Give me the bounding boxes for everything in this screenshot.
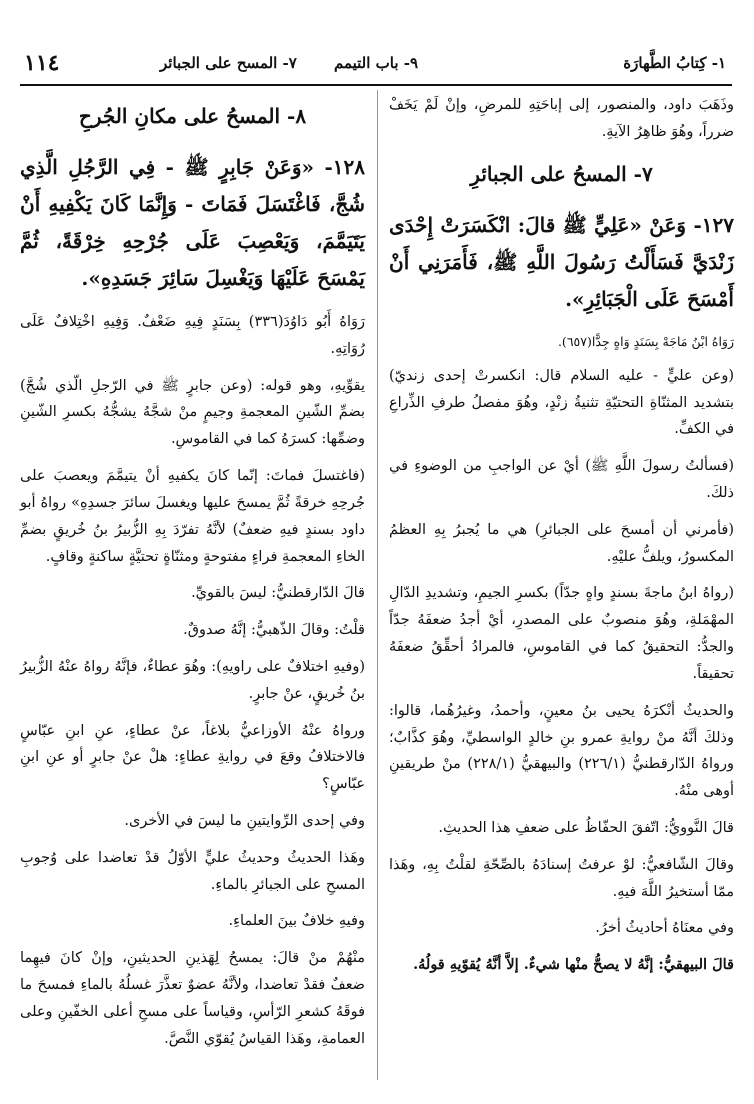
column-divider — [377, 90, 378, 1080]
commentary-paragraph: وقالَ الشّافعيُّ: لوْ عرفتُ إسنادَهُ بالصِّحّةِ لقلْتُ بِهِ، وهَذا ممّا أستخيرُ اللَّهَ فيهِ. — [389, 856, 734, 900]
header-rule — [20, 84, 732, 86]
section-title-8: ٨- المسحُ على مكانِ الجُرحِ — [78, 104, 307, 128]
intro-paragraph: وذَهَبَ داود، والمنصور، إلى إباحَتِهِ للمرضِ، وإنْ لَمْ يَخَفْ ضرراً، وهُوَ ظاهِرُ الآيةِ. — [389, 97, 734, 140]
commentary-paragraph: (فاغتسلَ فماتَ: إنّما كانَ يكفيهِ أنْ يتيمَّمَ ويعصبَ على جُرحِهِ خرقةً ثُمَّ يمسحَ عليها ويغسلَ سائرَ جسدِهِ» رواهُ أبو داود بسندٍ فيهِ ضعفٌ) لأنَّهُ تفرّدَ بِهِ الزُّبيرُ بنُ خُريقٍ بضمِّ الخاءِ المعجمةِ فراءٍ مفتوحةٍ ومثنّاةٍ تحتيَّةٍ ساكنةٍ وقافٍ. — [20, 468, 365, 565]
commentary-paragraph: قالَ النَّوويُّ: اتّفقَ الحفّاظُ على ضعفِ هذا الحديثِ. — [438, 819, 734, 836]
commentary-paragraph: والحديثُ أنْكرَهُ يحيى بنُ معينٍ، وأحمدُ، وغيرُهُما، قالوا: وذلكَ أنَّهُ منْ روايةِ عمرو بنِ خالدٍ الواسطيِّ، وهُوَ كذَّابٌ؛ ورواهُ الدّارقطنيُّ (٢٢٦/١) والبيهقيُّ (٢٢٨/١) منْ طريقينِ أوهى منْهُ. — [389, 702, 734, 800]
section-running-title: ٧- المسح على الجبائر — [160, 54, 297, 72]
hadith-128-reference: رَوَاهُ أَبُو دَاوُدَ(٣٣٦) بِسَنَدٍ فِيهِ ضَعْفٌ. وَفِيهِ اخْتِلافٌ عَلَى رُوَاتِهِ. — [20, 314, 365, 357]
page-number: ١١٤ — [24, 50, 60, 76]
commentary-paragraph: ورواهُ عنْهُ الأوزاعيُّ بلاغاً، عنْ عطاءٍ، عنِ ابنِ عبّاسٍ فالاختلافُ وقعَ في روايةِ عطاءٍ: هلْ عنْ جابرٍ أو عنِ ابنِ عبّاسٍ؟ — [20, 722, 365, 793]
commentary-paragraph: (رواهُ ابنُ ماجةَ بسندٍ واهٍ جدّاً) بكسرِ الجيمِ، وتشديدِ الدّالِ المهْمَلةِ، وهُوَ منصوبٌ على المصدرِ، أيْ أجدُ ضعفَهُ جدّاً والجدُّ: التحقيقُ كما في القاموسِ، فالمرادُ أحقِّقُ ضعفَهُ تحقيقاً. — [389, 585, 734, 682]
commentary-paragraph: وهَذا الحديثُ وحديثُ عليٍّ الأوّلُ قدْ تعاضدا على وُجوبِ المسحِ على الجبائرِ بالماءِ. — [20, 849, 365, 893]
commentary-paragraph: قالَ البيهقيُّ: إنَّهُ لا يصحُّ منْها شيءٌ. إلاَّ أنَّهُ يُقوّيهِ قولُهُ. — [413, 956, 734, 974]
right-column — [389, 92, 734, 989]
commentary-paragraph: (وعن عليٍّ - عليه السلام قال: انكسرتْ إحدى زنديّ) بتشديد المثنّاةِ التحتيّةِ تثنيةُ زنْدٍ، وهُوَ مفصلُ طرفِ الذِّراعِ في الكفِّ. — [389, 367, 734, 438]
commentary-paragraph: وفيهِ خلافٌ بينَ العلماءِ. — [228, 913, 365, 930]
commentary-paragraph: وفي معنَاهُ أحاديثُ أخرُ. — [595, 920, 734, 937]
commentary-paragraph: قالَ الدّارقطنيُّ: ليسَ بالقويِّ. — [191, 585, 365, 602]
hadith-127: ١٢٧- وَعَنْ «عَلِيٍّ ﷺ قالَ: انْكَسَرَتْ إِحْدَى زَنْدَيَّ فَسَأَلْتُ رَسُولَ اللَّهِ ﷺ، فَأَمَرَنِي أَنْ أَمْسَحَ عَلَى الْجَبَائِرِ». — [389, 212, 734, 311]
commentary-paragraph: قلْتُ: وقالَ الذّهبيُّ: إنَّهُ صدوقٌ. — [183, 622, 365, 639]
commentary-paragraph: وفي إحدى الرِّوايتينِ ما ليسَ في الأخرى. — [124, 813, 365, 829]
left-column — [20, 92, 365, 1063]
commentary-paragraph: يقوِّيهِ، وهو قوله: (وعن جابرٍ ﷺ في الرّجلِ الّذي شُجَّ) بضمِّ الشّينِ المعجمةِ وجيمٍ منْ شجَّهُ يشجُّهُ بكسرِ الشّينِ وضمِّها: كسرَهُ كما في القاموسِ. — [20, 377, 365, 448]
hadith-128: ١٢٨- «وَعَنْ جَابِرٍ ﷺ - فِي الرَّجُلِ الَّذِي شُجَّ، فَاغْتَسَلَ فَمَاتَ - وَإِنَّمَا كَانَ يَكْفِيهِ أَنْ يَتَيَمَّمَ، وَيَعْصِبَ عَلَى جُرْحِهِ خِرْقَةً، ثُمَّ يَمْسَحَ عَلَيْهَا وَيَغْسِلَ سَائِرَ جَسَدِهِ». — [20, 155, 365, 290]
chapter-title: ٩- باب التيمم — [333, 54, 419, 72]
commentary-paragraph: (فأمرني أن أمسحَ على الجبائرِ) هي ما يُجبرُ بِهِ العظمُ المكسورُ، ويلفُّ عليْهِ. — [389, 521, 734, 565]
commentary-paragraph: منْهُمْ منْ قالَ: يمسحُ لِهَذينِ الحديثينِ، وإنْ كانَ فيهِما ضعفٌ فقدْ تعاضدا، ولأنَّهُ عضوٌ تعذَّرَ غسلُهُ بالماءِ فمسحَ ما فوقَهُ كشعرِ الرّأسِ، وقياساً على مسحِ أعلى الخفّينِ وعلى العمامةِ، وهَذا القياسُ يُقوّي النَّصَّ. — [20, 950, 365, 1047]
commentary-paragraph: (فسألتُ رسولَ اللَّهِ ﷺ) أيْ عن الواجبِ من الوضوءِ في ذلكَ. — [389, 458, 734, 501]
hadith-127-reference: رَوَاهُ ابْنُ مَاجَهْ بِسَنَدٍ وَاهٍ جِدًّا(٦٥٧). — [557, 333, 734, 349]
commentary-paragraph: (وفيهِ اختلافٌ على راويهِ): وهُوَ عطاءٌ، فإنَّهُ رواهُ عنْهُ الزُّبيرُ بنُ خُريقٍ، عنْ جابرٍ. — [20, 658, 365, 702]
page-header — [20, 50, 732, 86]
book-title: ١- كِتابُ الطَّهارَة — [623, 54, 726, 72]
section-title-7: ٧- المسحُ على الجبائرِ — [470, 161, 653, 186]
